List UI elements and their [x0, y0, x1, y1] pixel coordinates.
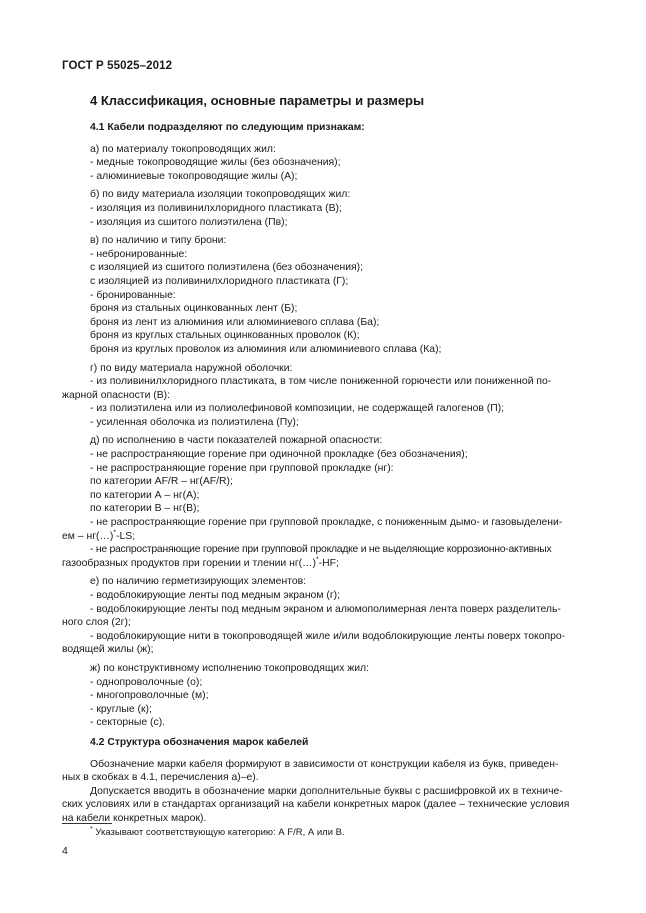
footnote-mark: *	[90, 825, 93, 833]
list-item: - круглые (к);	[90, 703, 152, 715]
list-item: - секторные (с).	[90, 717, 166, 729]
list-item: броня из лент из алюминия или алюминиевого сплава (Ба);	[90, 316, 380, 328]
page-number: 4	[62, 845, 68, 857]
item-text: ем – нг(…)	[62, 530, 114, 542]
group-b-title: б) по виду материала изоляции токопроводящих жил:	[90, 189, 351, 201]
list-item: - усиленная оболочка из полиэтилена (Пу);	[90, 416, 299, 428]
list-item: броня из стальных оцинкованных лент (Б);	[90, 303, 298, 315]
list-item: - алюминиевые токопроводящие жилы (А);	[90, 170, 298, 182]
paragraph-line: ских условиях или в стандартах организаций на кабели конкретных марок (далее – технические условия	[62, 799, 570, 811]
footnote-ref: *	[315, 556, 319, 564]
group-zh-title: ж) по конструктивному исполнению токопроводящих жил:	[90, 662, 369, 674]
list-item: - водоблокирующие ленты под медным экраном и алюмополимерная лента поверх разделитель-	[90, 603, 561, 615]
list-item-continuation	[62, 530, 598, 544]
item-text: -HF;	[318, 557, 339, 569]
list-item: - водоблокирующие ленты под медным экраном (г);	[90, 590, 340, 601]
list-item: - однопроволочные (о);	[90, 676, 203, 688]
list-item-continuation	[62, 557, 598, 571]
list-item: по категории В – нг(В);	[90, 503, 200, 515]
list-item: - бронированные:	[90, 289, 176, 301]
list-item: броня из круглых проволок из алюминия или алюминиевого сплава (Ка);	[90, 343, 442, 355]
list-item: - не распространяющие горение при групповой прокладке (нг):	[90, 462, 394, 474]
list-item-continuation: водящей жилы (ж);	[62, 644, 154, 656]
footnote-ref: *	[113, 529, 117, 537]
list-item: - многопроволочные (м);	[90, 690, 209, 702]
group-a-title: а) по материалу токопроводящих жил:	[90, 143, 276, 155]
document-header: ГОСТ Р 55025–2012	[62, 60, 173, 72]
item-text: газообразных продуктов при горении и тлении нг(…)	[62, 557, 316, 569]
paragraph-line: на кабели конкретных марок).	[62, 812, 207, 824]
list-item: - не распространяющие горение при групповой прокладке, с пониженным дымо- и газовыделени-	[90, 517, 563, 529]
footnote	[90, 827, 345, 838]
list-item: - из поливинилхлоридного пластиката, в том числе пониженной горючести или пониженной по-	[90, 376, 552, 388]
list-item: - не распространяющие горение при одиночной прокладке (без обозначения);	[90, 449, 468, 461]
group-e	[62, 575, 598, 657]
paragraph-line: Допускается вводить в обозначение марки дополнительные буквы с расшифровкой их в техниче-	[90, 785, 563, 797]
group-d	[62, 434, 598, 570]
paragraph-line: Обозначение марки кабеля формируют в зависимости от конструкции кабеля из букв, приведен-	[90, 758, 559, 770]
list-item: - не распространяющие горение при групповой прокладке и не выделяющие коррозионно-активных	[90, 544, 552, 556]
group-e-title: е) по наличию герметизирующих элементов:	[90, 576, 307, 588]
group-g	[62, 362, 598, 430]
list-item: - изоляция из сшитого полиэтилена (Пв);	[90, 216, 288, 228]
footnote-divider	[62, 823, 112, 824]
item-text: -LS;	[116, 530, 136, 542]
group-zh	[62, 662, 598, 730]
list-item: по категории А – нг(А);	[90, 489, 200, 501]
group-v-title: в) по наличию и типу брони:	[90, 235, 227, 247]
list-item: броня из круглых стальных оцинкованных проволок (К);	[90, 330, 360, 342]
list-item: с изоляцией из сшитого полиэтилена (без обозначения);	[90, 262, 364, 274]
list-item: с изоляцией из поливинилхлоридного пластиката (Г);	[90, 275, 349, 287]
paragraph-line: ных в скобках в 4.1, перечисления а)–е).	[62, 772, 259, 784]
group-b	[62, 188, 598, 229]
footnote-text: Указывают соответствующую категорию: А F/R, А или В.	[92, 827, 345, 838]
list-item: - медные токопроводящие жилы (без обозначения);	[90, 157, 341, 169]
list-item: - водоблокирующие нити в токопроводящей жиле и/или водоблокирующие ленты поверх токопро-	[90, 630, 566, 642]
list-item: по категории AF/R – нг(AF/R);	[90, 476, 233, 488]
group-a	[62, 143, 598, 184]
group-v	[62, 234, 598, 356]
list-item: - небронированные:	[90, 248, 188, 260]
subsection-title-4-1: 4.1 Кабели подразделяют по следующим признакам:	[90, 122, 365, 133]
group-g-title: г) по виду материала наружной оболочки:	[90, 362, 293, 374]
list-item: - изоляция из поливинилхлоридного пластиката (В);	[90, 202, 342, 214]
document-body	[62, 118, 598, 826]
subsection-title-4-2: 4.2 Структура обозначения марок кабелей	[90, 736, 309, 748]
section-title: 4 Классификация, основные параметры и размеры	[90, 93, 425, 108]
list-item-continuation: жарной опасности (В):	[62, 389, 170, 401]
group-d-title: д) по исполнению в части показателей пожарной опасности:	[90, 435, 383, 447]
list-item-continuation: ного слоя (2г);	[62, 617, 131, 629]
list-item: - из полиэтилена или из полиолефиновой композиции, не содержащей галогенов (П);	[90, 403, 505, 415]
